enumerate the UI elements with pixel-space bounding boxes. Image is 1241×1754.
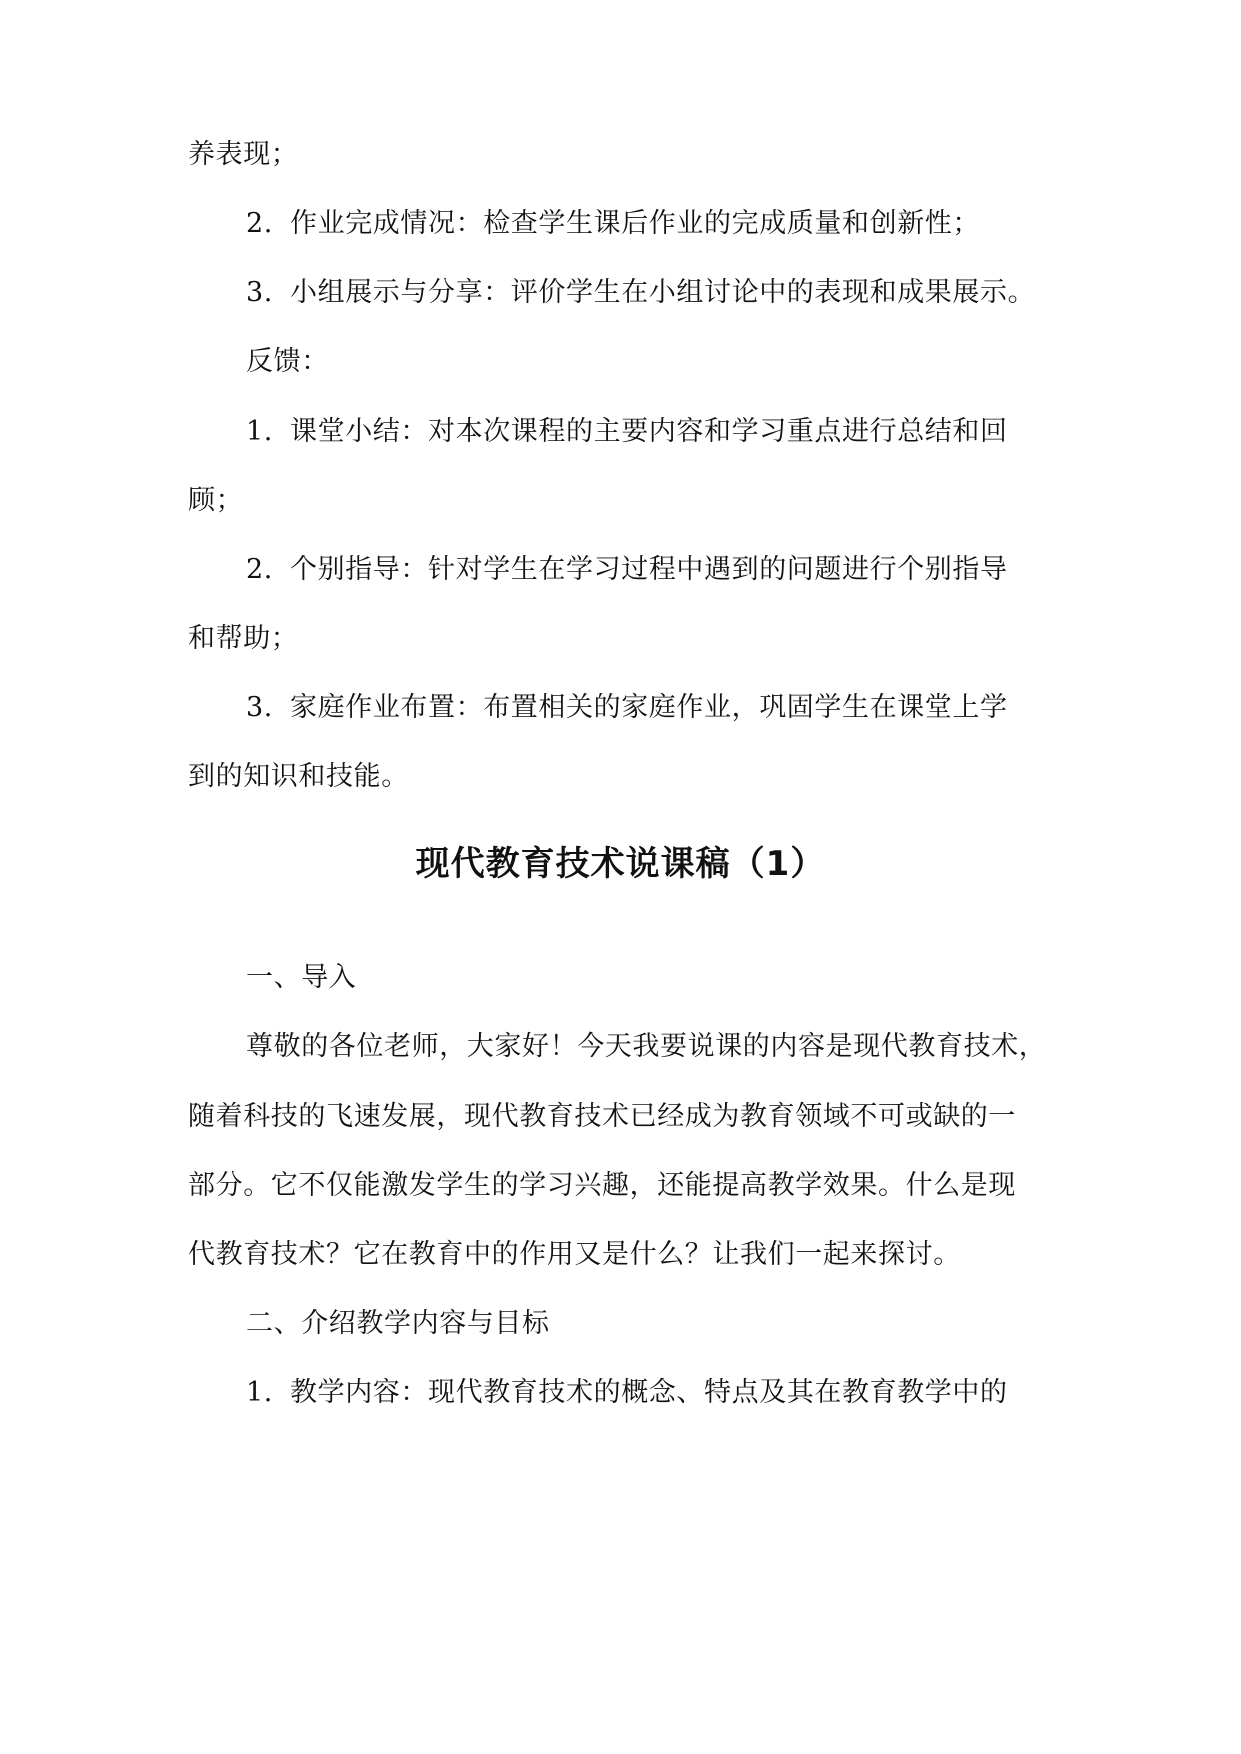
list-item — [246, 1373, 1008, 1413]
list-item — [246, 550, 1008, 590]
line-text: 代教育技术？它在教育中的作用又是什么？让我们一起来探讨。 — [188, 1239, 961, 1270]
list-text: 课堂小结：对本次课程的主要内容和学习重点进行总结和回 — [290, 416, 1008, 447]
line-text: 顾； — [188, 485, 244, 516]
list-text: 作业完成情况：检查学生课后作业的完成质量和创新性； — [290, 208, 980, 239]
list-number: 3. — [246, 277, 273, 308]
list-number: 2. — [246, 208, 273, 239]
line-text: 到的知识和技能。 — [188, 761, 409, 792]
list-item — [246, 204, 980, 244]
list-item — [246, 688, 1008, 728]
section-heading — [246, 958, 356, 998]
list-text: 家庭作业布置：布置相关的家庭作业，巩固学生在课堂上学 — [290, 692, 1008, 723]
line-text: 二、介绍教学内容与目标 — [246, 1308, 550, 1339]
paragraph-line — [246, 1027, 1046, 1067]
line-text: 一、导入 — [246, 962, 357, 993]
line-text: 和帮助； — [188, 623, 299, 654]
list-item — [246, 412, 1008, 452]
list-number: 2. — [246, 554, 273, 585]
list-number: 1. — [246, 416, 273, 447]
list-item — [246, 273, 1035, 313]
section-label — [246, 342, 329, 382]
paragraph-line — [188, 1166, 1016, 1206]
paragraph-line — [188, 481, 243, 521]
line-text: 反馈： — [246, 346, 329, 377]
list-text: 小组展示与分享：评价学生在小组讨论中的表现和成果展示。 — [290, 277, 1036, 308]
list-number: 1. — [246, 1377, 273, 1408]
paragraph-line — [188, 1235, 961, 1275]
paragraph-line — [188, 757, 409, 797]
paragraph-line — [188, 1097, 1016, 1137]
line-text: 随着科技的飞速发展，现代教育技术已经成为教育领域不可或缺的一 — [188, 1101, 1016, 1132]
line-text: 部分。它不仅能激发学生的学习兴趣，还能提高教学效果。什么是现 — [188, 1170, 1016, 1201]
line-text: 尊敬的各位老师，大家好！今天我要说课的内容是现代教育技术， — [246, 1031, 1047, 1062]
section-heading — [246, 1304, 550, 1344]
line-text: 养表现； — [188, 139, 299, 170]
paragraph-line — [188, 135, 298, 175]
list-text: 个别指导：针对学生在学习过程中遇到的问题进行个别指导 — [290, 554, 1008, 585]
paragraph-line — [188, 619, 298, 659]
list-text: 教学内容：现代教育技术的概念、特点及其在教育教学中的 — [290, 1377, 1008, 1408]
list-number: 3. — [246, 692, 273, 723]
document-title: 现代教育技术说课稿（1） — [415, 844, 826, 884]
